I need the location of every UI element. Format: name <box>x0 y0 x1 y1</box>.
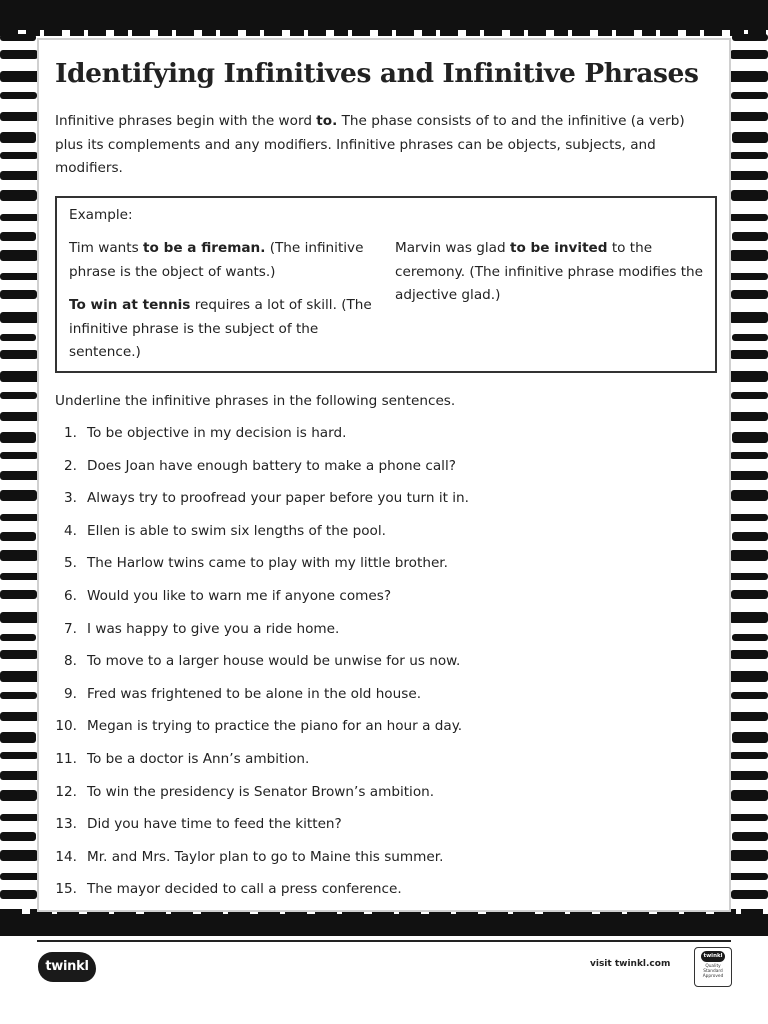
sentence-number: 10. <box>55 718 77 735</box>
brush-stripe <box>0 814 39 821</box>
sentence-number: 11. <box>55 750 77 767</box>
brush-stripe <box>732 832 768 841</box>
example-subject-note: requires a lot of skill. (The infinitive phrase is the subject of the sentence.) <box>69 297 372 360</box>
brush-stripe <box>0 850 38 861</box>
brush-stripe <box>0 873 40 880</box>
sentence-item <box>55 683 715 716</box>
sentence-item <box>55 715 715 748</box>
worksheet-title: Identifying Infinitives and Infinitive Phrases <box>55 58 699 89</box>
brush-stripe <box>0 573 40 580</box>
sentence-number: 9. <box>64 685 77 702</box>
sentence-text: To win the presidency is Senator Brown’s ambition. <box>87 783 435 800</box>
brush-stripe <box>0 371 40 382</box>
sentence-text: The mayor decided to call a press conference. <box>87 881 402 898</box>
brush-stripe <box>731 790 768 801</box>
sentence-item <box>55 878 715 911</box>
sentence-item <box>55 781 715 814</box>
brush-stripe <box>732 634 768 641</box>
example-modifier-note: to the ceremony. (The infinitive phrase modifies the adjective glad.) <box>395 240 704 303</box>
twinkl-logo[interactable]: twinkl <box>38 952 96 982</box>
brush-stripe <box>0 550 38 561</box>
brush-stripe <box>0 232 36 241</box>
sentence-item <box>55 748 715 781</box>
brush-stripe <box>730 850 768 861</box>
footer-rule <box>37 940 731 942</box>
sentence-number: 7. <box>64 620 77 637</box>
brush-stripe <box>728 273 768 280</box>
brush-stripe <box>732 34 768 41</box>
sentence-text: Did you have time to feed the kitten? <box>87 816 342 833</box>
worksheet-panel <box>37 38 731 912</box>
brush-stripe <box>731 92 768 99</box>
sentence-item <box>55 552 715 585</box>
sentence-item <box>55 650 715 683</box>
brush-stripe <box>729 214 768 221</box>
brush-stripe <box>0 612 39 623</box>
brush-stripe <box>731 190 768 201</box>
brush-stripe <box>0 152 38 159</box>
intro-bold-word: to. <box>316 113 338 129</box>
sentence-number: 3. <box>64 490 77 507</box>
sentence-item <box>55 846 715 879</box>
brush-stripe <box>0 432 36 443</box>
sentence-text: I was happy to give you a ride home. <box>87 620 340 637</box>
brush-stripe <box>0 514 39 521</box>
brush-stripe <box>732 432 768 443</box>
brush-stripe <box>728 171 768 180</box>
instruction-text: Underline the infinitive phrases in the following sentences. <box>55 393 456 409</box>
brush-stripe <box>0 790 37 801</box>
brush-stripe <box>728 573 768 580</box>
brush-stripe <box>731 290 768 299</box>
brush-stripe <box>730 752 768 759</box>
brush-stripe <box>0 712 39 721</box>
brush-stripe <box>0 452 38 459</box>
brush-stripe <box>0 890 37 899</box>
brush-stripe <box>0 34 36 41</box>
brush-stripe <box>729 514 768 521</box>
sentence-number: 6. <box>64 587 77 604</box>
brush-stripe <box>0 490 37 501</box>
intro-text-end: The phase consists of to and the infinitive (a verb) plus its complements and any modifiers. Infinitive phrases can be objects, subjects, and modifiers. <box>55 113 685 176</box>
sentence-item <box>55 455 715 488</box>
brush-stripe <box>0 250 38 261</box>
badge-text: Quality Standard Approved <box>702 964 724 979</box>
brush-stripe <box>729 612 768 623</box>
intro-paragraph <box>55 110 715 181</box>
visit-link[interactable]: visit twinkl.com <box>590 959 671 969</box>
sentence-text: Fred was frightened to be alone in the old house. <box>87 685 422 702</box>
example-object <box>69 237 381 284</box>
top-brush-band <box>0 0 768 30</box>
example-modifier-text: Marvin was glad <box>395 240 510 256</box>
example-object-phrase: to be a fireman. <box>143 240 266 256</box>
sentence-text: Does Joan have enough battery to make a phone call? <box>87 457 456 474</box>
sentence-number: 4. <box>64 522 77 539</box>
sentence-text: To be objective in my decision is hard. <box>87 425 347 441</box>
sentence-number: 15. <box>55 881 77 898</box>
brush-stripe <box>0 392 37 399</box>
quality-badge <box>694 947 732 987</box>
brush-stripe <box>0 312 39 323</box>
example-modifier <box>395 237 705 308</box>
brush-stripe <box>732 732 768 743</box>
brush-stripe <box>0 671 40 682</box>
brush-stripe <box>0 171 40 180</box>
brush-stripe <box>730 350 768 359</box>
brush-stripe <box>0 412 39 421</box>
brush-stripe <box>0 214 39 221</box>
sentence-text: To move to a larger house would be unwise for us now. <box>87 653 461 670</box>
sentence-item <box>55 520 715 553</box>
sentence-text: Always try to proofread your paper before you turn it in. <box>87 490 469 507</box>
brush-stripe <box>0 290 37 299</box>
example-modifier-phrase: to be invited <box>509 240 608 256</box>
example-subject <box>69 294 381 365</box>
sentence-item <box>55 585 715 618</box>
sentence-item <box>55 813 715 846</box>
brush-stripe <box>0 771 40 780</box>
brush-stripe <box>0 650 38 659</box>
brush-stripe <box>730 152 768 159</box>
brush-stripe <box>732 532 768 541</box>
example-object-text: Tim wants <box>69 240 144 256</box>
brush-stripe <box>0 190 37 201</box>
brush-stripe <box>732 132 768 143</box>
brush-stripe <box>732 334 768 341</box>
example-object-note: (The infinitive phrase is the object of wants.) <box>69 240 364 280</box>
brush-stripe <box>0 350 38 359</box>
sentence-item <box>55 487 715 520</box>
brush-stripe <box>728 71 768 82</box>
brush-stripe <box>0 50 38 59</box>
example-left-column <box>69 237 381 375</box>
brush-stripe <box>0 132 36 143</box>
sentence-number: 12. <box>55 783 77 800</box>
brush-stripe <box>728 471 768 480</box>
sentence-number: 2. <box>64 457 77 474</box>
brush-stripe <box>0 832 36 841</box>
sentence-text: To be a doctor is Ann’s ambition. <box>87 750 310 767</box>
brush-stripe <box>729 412 768 421</box>
sentence-text: The Harlow twins came to play with my little brother. <box>87 555 448 572</box>
bottom-brush-band <box>0 914 768 936</box>
sentence-number: 13. <box>55 816 77 833</box>
sentence-text: Megan is trying to practice the piano for an hour a day. <box>87 718 463 735</box>
example-right-column <box>395 237 705 318</box>
sentence-number: 14. <box>55 848 77 865</box>
brush-stripe <box>731 692 768 699</box>
sentence-item <box>55 422 715 455</box>
brush-stripe <box>730 50 768 59</box>
example-box <box>55 196 717 373</box>
example-subject-phrase: To win at tennis <box>69 297 191 313</box>
brush-stripe <box>730 250 768 261</box>
sentence-list <box>55 422 715 911</box>
brush-stripe <box>731 490 768 501</box>
sentence-item <box>55 618 715 651</box>
brush-stripe <box>732 232 768 241</box>
brush-stripe <box>729 112 768 121</box>
sentence-number: 8. <box>64 653 77 670</box>
sentence-number: 5. <box>64 555 77 572</box>
brush-stripe <box>0 752 38 759</box>
brush-stripe <box>0 634 36 641</box>
brush-stripe <box>728 671 768 682</box>
brush-stripe <box>0 112 39 121</box>
brush-stripe <box>729 312 768 323</box>
sentence-text: Mr. and Mrs. Taylor plan to go to Maine this summer. <box>87 848 444 865</box>
brush-stripe <box>0 590 37 599</box>
sentence-number: 1. <box>64 425 77 441</box>
brush-stripe <box>730 452 768 459</box>
brush-stripe <box>0 92 37 99</box>
brush-stripe <box>0 71 40 82</box>
brush-stripe <box>731 392 768 399</box>
sentence-text: Would you like to warn me if anyone comes? <box>87 587 392 604</box>
brush-stripe <box>0 471 40 480</box>
brush-stripe <box>729 712 768 721</box>
brush-stripe <box>729 814 768 821</box>
sentence-text: Ellen is able to swim six lengths of the pool. <box>87 522 386 539</box>
example-label: Example: <box>69 207 133 223</box>
brush-stripe <box>730 550 768 561</box>
intro-text-start: Infinitive phrases begin with the word <box>55 113 317 129</box>
brush-stripe <box>0 532 36 541</box>
brush-stripe <box>0 692 37 699</box>
brush-stripe <box>0 273 40 280</box>
brush-stripe <box>731 890 768 899</box>
brush-stripe <box>728 771 768 780</box>
brush-stripe <box>728 873 768 880</box>
brush-stripe <box>730 650 768 659</box>
brush-stripe <box>731 590 768 599</box>
brush-stripe <box>0 732 36 743</box>
brush-stripe <box>0 334 36 341</box>
badge-logo: twinkl <box>701 951 725 962</box>
brush-stripe <box>728 371 768 382</box>
